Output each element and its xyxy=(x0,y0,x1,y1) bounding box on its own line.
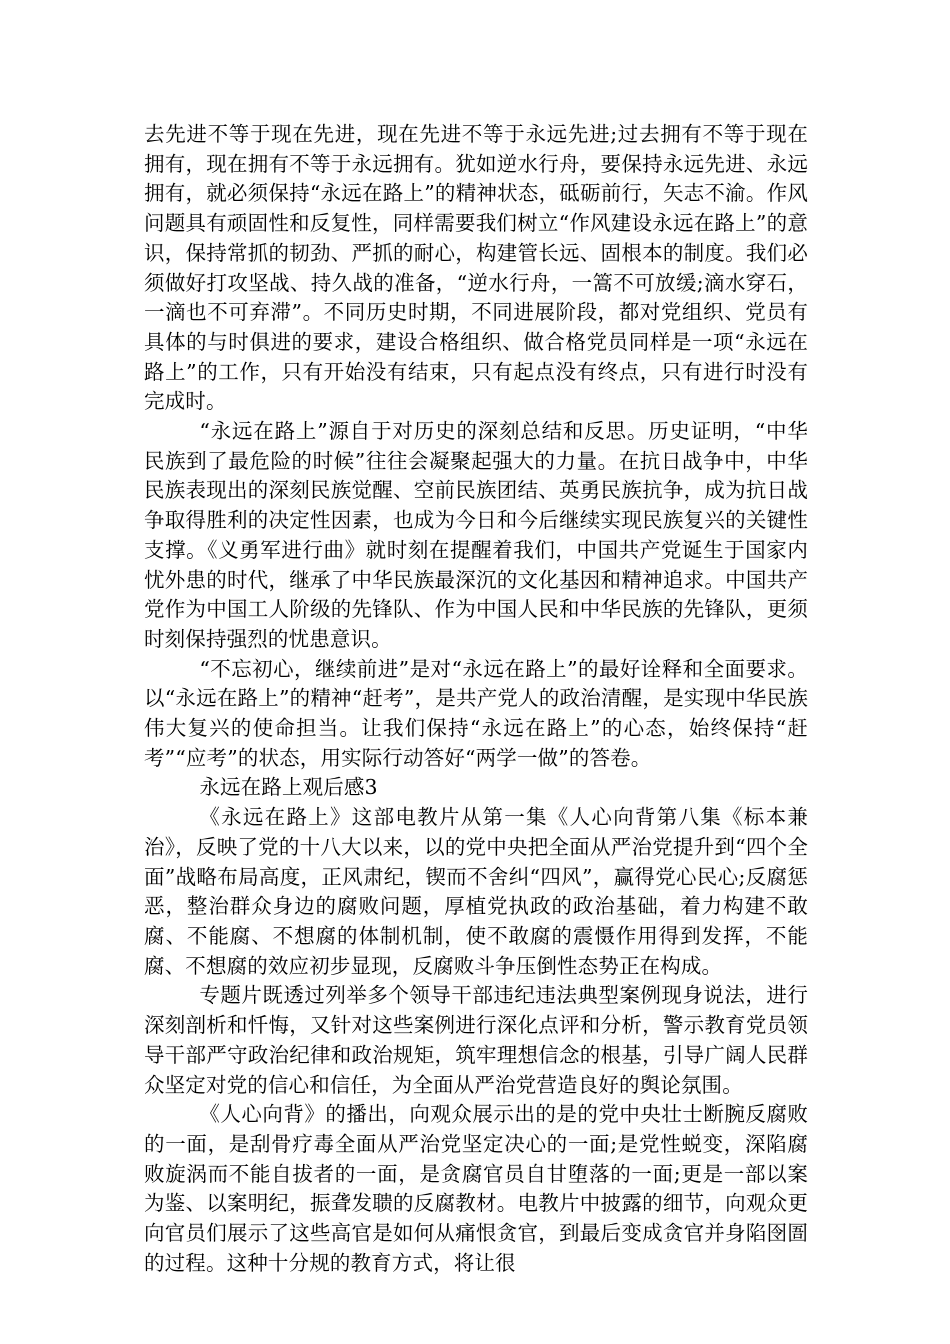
paragraph: “永远在路上”源自于对历史的深刻总结和反思。历史证明，“中华民族到了最危险的时候”往往会凝聚起强大的力量。在抗日战争中，中华民族表现出的深刻民族觉醒、空前民族团结、英勇民族抗争，成为抗日战争取得胜利的决定性因素，也成为今日和今后继续实现民族复兴的关键性支撑。《义勇军进行曲》就时刻在提醒着我们，中国共产党诞生于国家内忧外患的时代，继承了中华民族最深沉的文化基因和精神追求。中国共产党作为中国工人阶级的先锋队、作为中国人民和中华民族的先锋队，更须时刻保持强烈的忧患意识。 xyxy=(144,419,808,651)
paragraph: 《永远在路上》这部电教片从第一集《人心向背第八集《标本兼治》，反映了党的十八大以来，以的党中央把全面从严治党提升到“四个全面”战略布局高度，正风肃纪，锲而不舍纠“四风”，赢得党心民心;反腐惩恶，整治群众身边的腐败问题，厚植党执政的政治基础，着力构建不敢腐、不能腐、不想腐的体制机制，使不敢腐的震慑作用得到发挥，不能腐、不想腐的效应初步显现，反腐败斗争压倒性态势正在构成。 xyxy=(144,805,808,978)
paragraph: 专题片既透过列举多个领导干部违纪违法典型案例现身说法，进行深刻剖析和忏悔，又针对这些案例进行深化点评和分析，警示教育党员领导干部严守政治纪律和政治规矩，筑牢理想信念的根基，引导广阔人民群众坚定对党的信心和信任，为全面从严治党营造良好的舆论氛围。 xyxy=(144,983,808,1097)
paragraph: “不忘初心，继续前进”是对“永远在路上”的最好诠释和全面要求。以“永远在路上”的精神“赶考”，是共产党人的政治清醒，是实现中华民族伟大复兴的使命担当。让我们保持“永远在路上”的心态，始终保持“赶考”“应考”的状态，用实际行动答好“两学一做”的答卷。 xyxy=(144,656,808,770)
document-body xyxy=(144,120,808,1278)
paragraph: 《人心向背》的播出，向观众展示出的是的党中央壮士断腕反腐败的一面，是刮骨疗毒全面从严治党坚定决心的一面;是党性蜕变，深陷腐败旋涡而不能自拔者的一面，是贪腐官员自甘堕落的一面;更是一部以案为鉴、以案明纪，振聋发聩的反腐教材。电教片中披露的细节，向观众更向官员们展示了这些高官是如何从痛恨贪官，到最后变成贪官并身陷囹圄的过程。这种十分规的教育方式，将让很 xyxy=(144,1102,808,1275)
paragraph: 去先进不等于现在先进，现在先进不等于永远先进;过去拥有不等于现在拥有，现在拥有不等于永远拥有。犹如逆水行舟，要保持永远先进、永远拥有，就必须保持“永远在路上”的精神状态，砥砺前行，矢志不渝。作风问题具有顽固性和反复性，同样需要我们树立“作风建设永远在路上”的意识，保持常抓的韧劲、严抓的耐心，构建管长远、固根本的制度。我们必须做好打攻坚战、持久战的准备，“逆水行舟，一篙不可放缓;滴水穿石，一滴也不可弃滞”。不同历史时期，不同进展阶段，都对党组织、党员有具体的与时俱进的要求，建设合格组织、做合格党员同样是一项“永远在路上”的工作，只有开始没有结束，只有起点没有终点，只有进行时没有完成时。 xyxy=(144,122,808,414)
section-heading: 永远在路上观后感3 xyxy=(199,775,378,800)
